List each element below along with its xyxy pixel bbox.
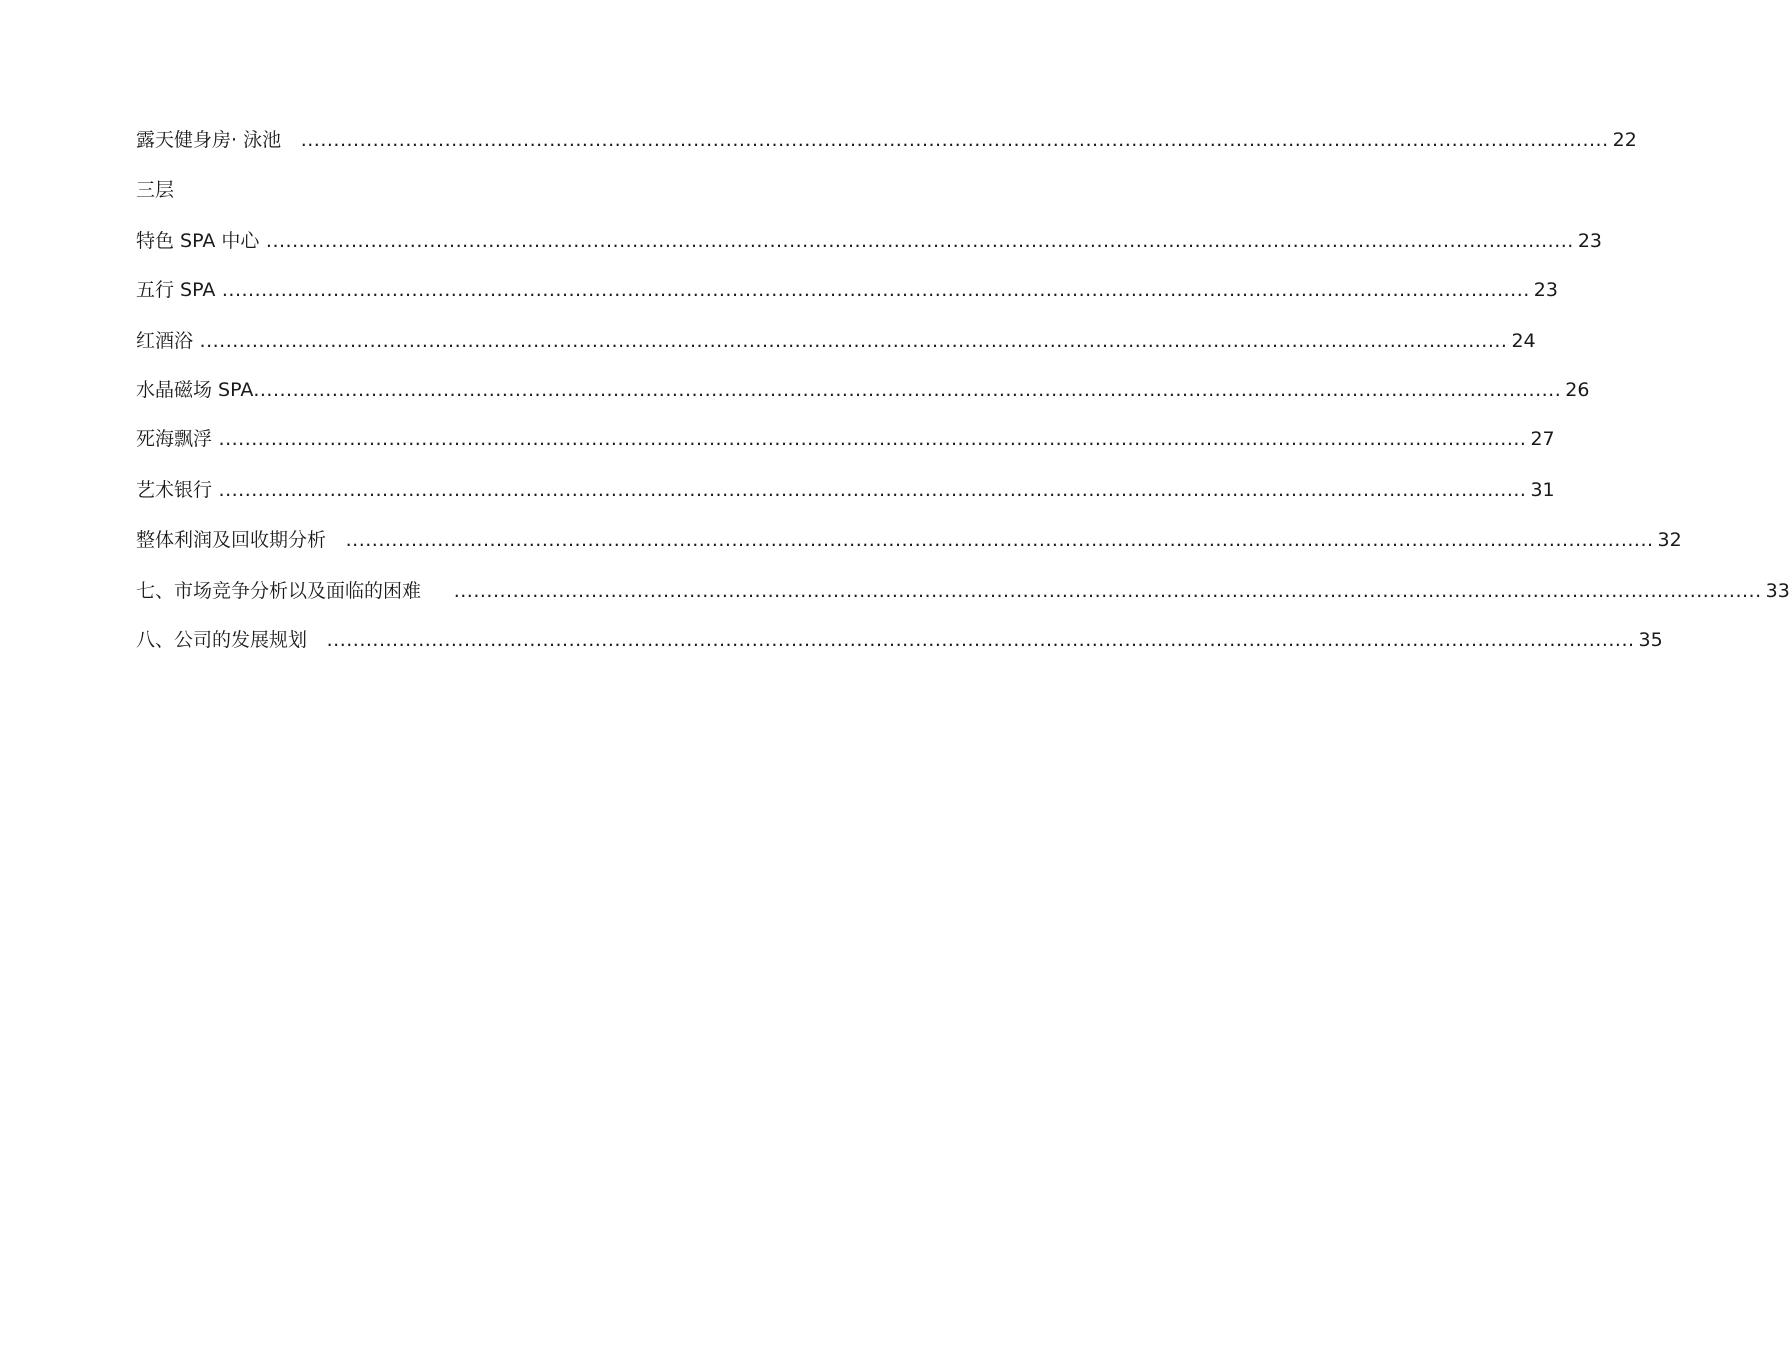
toc-leader-dots: ........................................................................................................................................................................................................	[307, 629, 1635, 651]
toc-entry[interactable]	[136, 228, 1603, 254]
toc-entry-title: 露天健身房· 泳池	[136, 129, 282, 151]
toc-entry-title: 五行 SPA	[136, 279, 216, 301]
toc-entry-title: 红酒浴	[136, 330, 194, 352]
toc-entry[interactable]	[136, 328, 1536, 354]
toc-entry[interactable]	[136, 477, 1555, 503]
toc-entry-title: 死海飘浮	[136, 428, 213, 450]
toc-leader-dots: ........................................................................................................................................................................................................	[215, 279, 1530, 301]
toc-entry[interactable]	[136, 127, 1637, 153]
toc-entry[interactable]	[136, 377, 1590, 403]
toc-leader-dots: ........................................................................................................................................................................................................	[193, 330, 1508, 352]
section-heading: 三层	[136, 179, 175, 201]
toc-entry-page: 33	[1765, 580, 1790, 602]
toc-entry[interactable]	[136, 277, 1558, 303]
toc-entry-title: 特色 SPA 中心	[136, 230, 260, 252]
toc-entry-page: 31	[1530, 479, 1555, 501]
toc-entry-page: 27	[1530, 428, 1555, 450]
toc-entry-title: 八、公司的发展规划	[136, 629, 308, 651]
toc-entry-page: 32	[1657, 529, 1682, 551]
toc-entry-title: 艺术银行	[136, 479, 213, 501]
toc-leader-dots: ........................................................................................................................................................................................................	[281, 129, 1609, 151]
toc-leader-dots: ........................................................................................................................................................................................................	[212, 428, 1527, 450]
toc-leader-dots: ........................................................................................................................................................................................................	[421, 580, 1762, 602]
toc-entry[interactable]	[136, 578, 1790, 604]
toc-entry-title: 整体利润及回收期分析	[136, 529, 327, 551]
toc-entry-page: 24	[1511, 330, 1536, 352]
toc-leader-dots: ........................................................................................................................................................................................................	[212, 479, 1527, 501]
toc-leader-dots: ........................................................................................................................................................................................................	[326, 529, 1654, 551]
toc-entry[interactable]	[136, 426, 1555, 452]
toc-entry-page: 22	[1612, 129, 1637, 151]
toc-entry[interactable]	[136, 627, 1663, 653]
toc-entry-page: 23	[1533, 279, 1558, 301]
toc-leader-dots: ........................................................................................................................................................................................................	[259, 230, 1574, 252]
toc-entry-title: 水晶磁场 SPA	[136, 379, 254, 401]
toc-entry-page: 26	[1565, 379, 1590, 401]
toc-entry-title: 七、市场竞争分析以及面临的困难	[136, 580, 422, 602]
toc-entry-page: 23	[1577, 230, 1603, 252]
toc-entry-page: 35	[1638, 629, 1663, 651]
toc-entry[interactable]	[136, 527, 1682, 553]
toc-leader-dots: ........................................................................................................................................................................................................	[253, 379, 1562, 401]
